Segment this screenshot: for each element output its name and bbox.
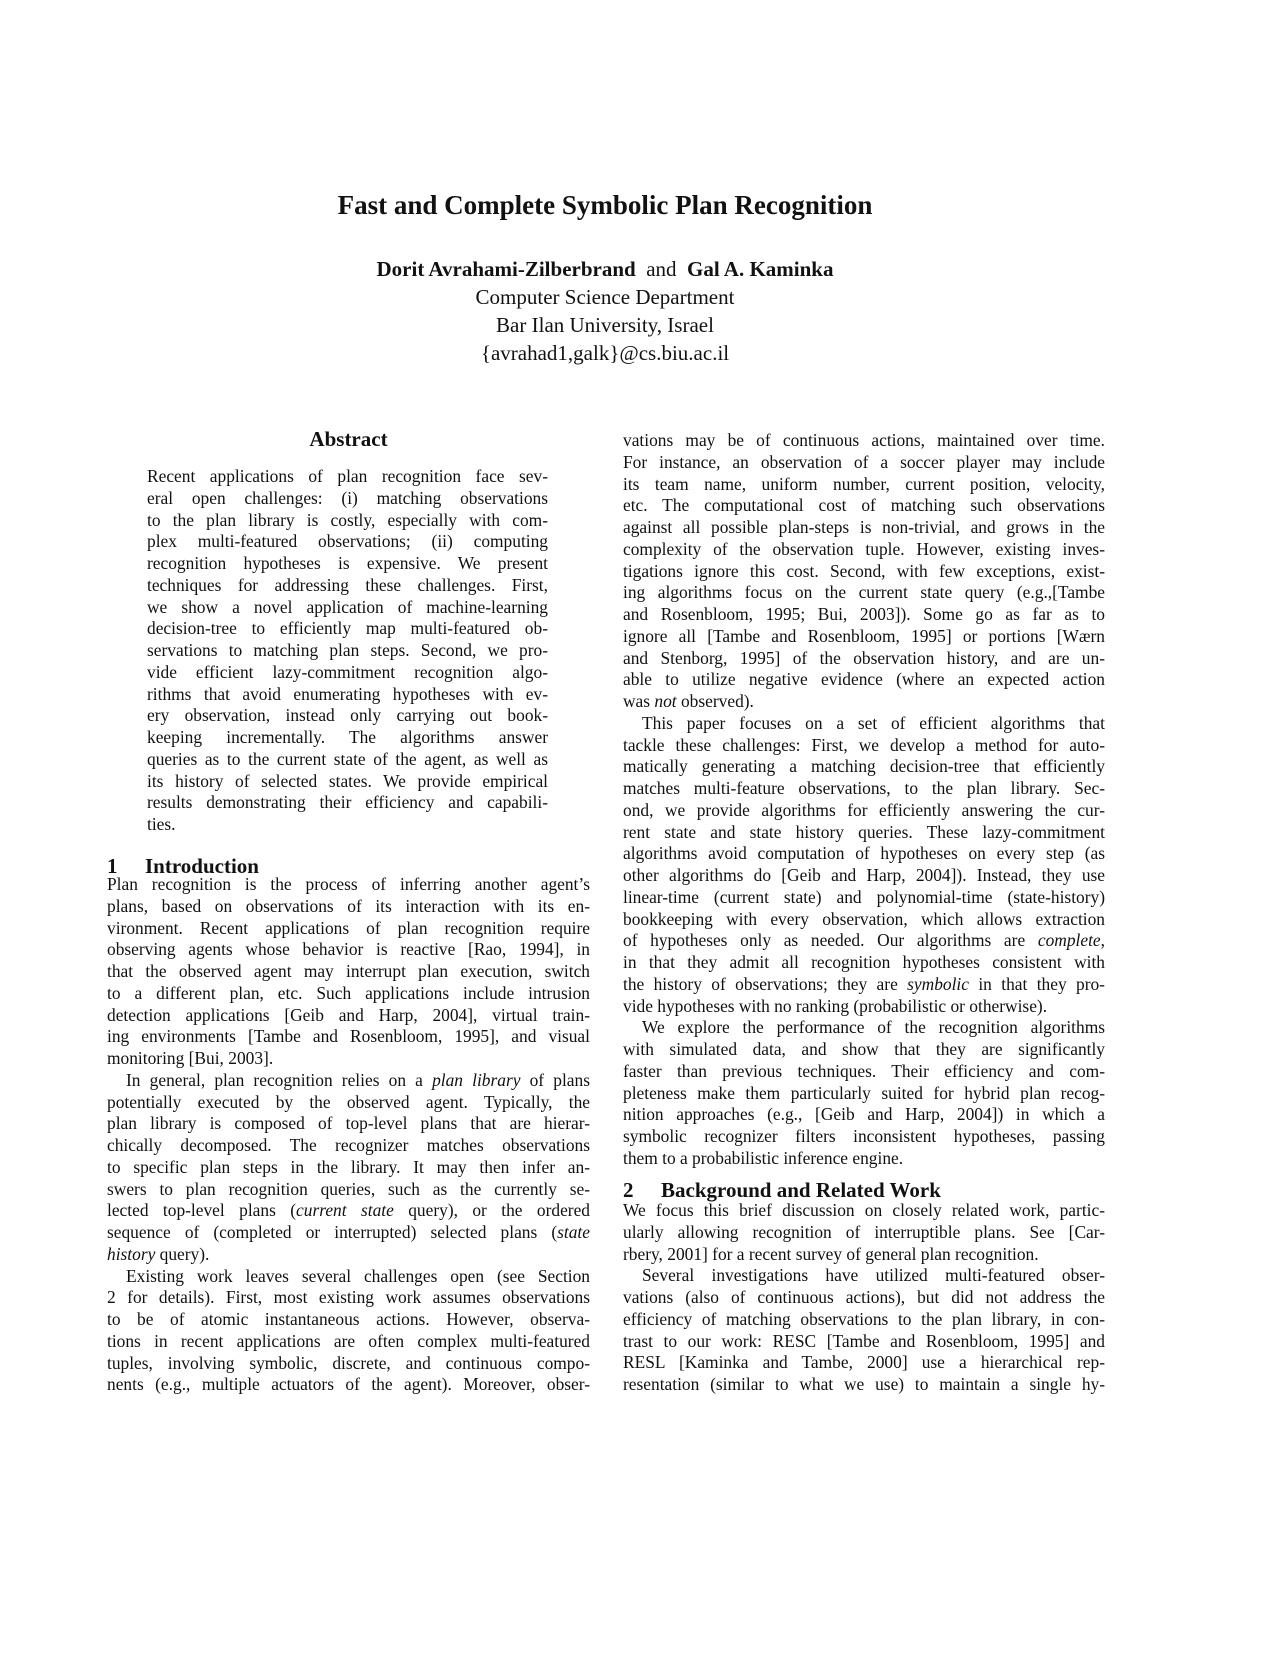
- text-line: we show a novel application of machine-learning: [147, 596, 548, 617]
- text-line: pleteness make them particularly suited for hybrid plan recog-: [623, 1082, 1105, 1103]
- text-line: ing environments [Tambe and Rosenbloom, 1995], and visual: [107, 1026, 590, 1047]
- text-line: tuples, involving symbolic, discrete, and continuous compo-: [107, 1352, 590, 1373]
- text-line: tigations ignore this cost. Second, with few exceptions, exist-: [623, 560, 1105, 581]
- text-line: symbolic recognizer filters inconsistent hypotheses, passing: [623, 1126, 1105, 1146]
- text-line: nents (e.g., multiple actuators of the agent). Moreover, obser-: [107, 1374, 590, 1395]
- author-1: Dorit Avrahami-Zilberbrand: [376, 257, 636, 281]
- paper-title: Fast and Complete Symbolic Plan Recognition: [337, 190, 873, 220]
- text-line: and Rosenbloom, 1995; Bui, 2003]). Some go as far as to: [623, 604, 1105, 624]
- text-line: In general, plan recognition relies on a plan library of plans: [126, 1069, 590, 1090]
- text-line: ties.: [147, 814, 176, 834]
- text-line: its team name, uniform number, current position, velocity,: [623, 473, 1105, 494]
- italic-term: complete: [1037, 930, 1101, 951]
- text-line: rbery, 2001] for a recent survey of general plan recognition.: [623, 1243, 1039, 1264]
- text-line: tackle these challenges: First, we develop a method for auto-: [623, 734, 1105, 755]
- text-line: RESL [Kaminka and Tambe, 2000] use a hierarchical rep-: [623, 1352, 1105, 1373]
- text-line: lected top-level plans (current state query), or the ordered: [107, 1200, 590, 1221]
- text-line: For instance, an observation of a soccer player may include: [623, 451, 1105, 472]
- text-line: matically generating a matching decision-tree that efficiently: [623, 756, 1105, 777]
- text-line: complexity of the observation tuple. However, existing inves-: [623, 538, 1105, 559]
- text-line: bookkeeping with every observation, which allows extraction: [623, 908, 1105, 929]
- text-line: matches multi-feature observations, to the plan library. Sec-: [623, 778, 1105, 798]
- text-line: of hypotheses only as needed. Our algorithms are complete,: [623, 930, 1105, 951]
- text-line: swers to plan recognition queries, such as the currently se-: [107, 1178, 590, 1199]
- authors-and: and: [646, 257, 677, 281]
- text-line: vations (also of continuous actions), but did not address the: [623, 1287, 1105, 1307]
- text-line: other algorithms do [Geib and Harp, 2004]). Instead, they use: [623, 865, 1105, 885]
- text-line: plans, based on observations of its interaction with its en-: [107, 895, 590, 916]
- text-line: to be of atomic instantaneous actions. However, observa-: [107, 1309, 590, 1329]
- text-line: faster than previous techniques. Their efficiency and com-: [623, 1060, 1105, 1081]
- text-line: Existing work leaves several challenges open (see Section: [126, 1265, 590, 1286]
- text-line: etc. The computational cost of matching such observations: [623, 495, 1105, 516]
- italic-term: history: [107, 1243, 156, 1264]
- authors: [0, 257, 1210, 282]
- text-line: vide hypotheses with no ranking (probabilistic or otherwise).: [623, 995, 1048, 1016]
- text-line: its history of selected states. We provide empirical: [147, 770, 548, 791]
- abstract-body: [147, 466, 548, 836]
- paragraph: [107, 874, 590, 1070]
- text-line: vations may be of continuous actions, maintained over time.: [623, 430, 1105, 450]
- text-line: that the observed agent may interrupt plan execution, switch: [107, 961, 590, 981]
- text-line: efficiency of matching observations to the plan library, in con-: [623, 1308, 1105, 1329]
- text-line: history query).: [107, 1243, 210, 1264]
- text-line: in that they admit all recognition hypotheses consistent with: [623, 952, 1105, 972]
- text-line: vide efficient lazy-commitment recognition algo-: [147, 661, 548, 682]
- text-line: plan library is composed of top-level plans that are hierar-: [107, 1113, 590, 1134]
- text-line: vironment. Recent applications of plan recognition require: [107, 917, 590, 938]
- text-line: was not observed).: [623, 691, 754, 711]
- text-line: against all possible plan-steps is non-trivial, and grows in the: [623, 517, 1105, 537]
- paragraph: [623, 1265, 1105, 1396]
- section-2-heading: [623, 1178, 941, 1202]
- text-line: observing agents whose behavior is reactive [Rao, 1994], in: [107, 939, 590, 960]
- text-line: the history of observations; they are symbolic in that they pro-: [623, 973, 1105, 994]
- italic-term: current state: [296, 1200, 394, 1221]
- section-1-number: 1: [107, 854, 118, 878]
- text-line: eral open challenges: (i) matching observations: [147, 487, 548, 508]
- text-line: chically decomposed. The recognizer matches observations: [107, 1135, 590, 1155]
- text-line: algorithms avoid computation of hypotheses on every step (as: [623, 843, 1105, 864]
- affiliation-university: Bar Ilan University, Israel: [496, 313, 714, 337]
- text-line: tions in recent applications are often complex multi-featured: [107, 1330, 590, 1351]
- text-line: ing algorithms focus on the current state query (e.g.,[Tambe: [623, 582, 1105, 603]
- text-line: nition approaches (e.g., [Geib and Harp, 2004]) in which a: [623, 1104, 1105, 1125]
- affiliation-email: {avrahad1,galk}@cs.biu.ac.il: [480, 341, 730, 365]
- italic-term: state: [557, 1222, 590, 1242]
- text-line: sequence of (completed or interrupted) selected plans (state: [107, 1222, 590, 1242]
- text-line: rent state and state history queries. These lazy-commitment: [623, 821, 1105, 842]
- text-line: ery observation, instead only carrying out book-: [147, 705, 548, 726]
- italic-term: plan library: [432, 1069, 521, 1090]
- section-1-title: Introduction: [145, 854, 259, 878]
- text-line: Recent applications of plan recognition face sev-: [147, 466, 548, 486]
- text-line: and Stenborg, 1995] of the observation history, and are un-: [623, 647, 1105, 668]
- text-line: plex multi-featured observations; (ii) computing: [147, 531, 548, 552]
- paragraph: [623, 1200, 1105, 1265]
- text-line: trast to our work: RESC [Tambe and Rosenbloom, 1995] and: [623, 1330, 1105, 1351]
- text-line: rithms that avoid enumerating hypotheses with ev-: [147, 683, 548, 704]
- text-line: to a different plan, etc. Such applications include intrusion: [107, 982, 590, 1003]
- abstract-heading: Abstract: [309, 427, 388, 451]
- section-1-body: [107, 874, 590, 1396]
- text-line: potentially executed by the observed agent. Typically, the: [107, 1091, 590, 1112]
- paragraph: [147, 466, 548, 836]
- text-line: to the plan library is costly, especially with com-: [147, 509, 548, 530]
- paragraph: [623, 713, 1105, 1018]
- paragraph: [107, 1266, 590, 1397]
- text-line: resentation (similar to what we use) to maintain a single hy-: [623, 1374, 1105, 1394]
- text-line: techniques for addressing these challenges. First,: [147, 574, 548, 595]
- italic-term: not: [654, 691, 677, 711]
- text-line: We explore the performance of the recognition algorithms: [642, 1017, 1105, 1038]
- text-line: servations to matching plan steps. Second, we pro-: [147, 640, 548, 660]
- text-line: detection applications [Geib and Harp, 2004], virtual train-: [107, 1004, 590, 1025]
- text-line: We focus this brief discussion on closely related work, partic-: [623, 1200, 1105, 1220]
- section-2-number: 2: [623, 1178, 634, 1202]
- italic-term: symbolic: [907, 973, 969, 994]
- right-column-body: [623, 430, 1105, 1170]
- text-line: ularly allowing recognition of interruptible plans. See [Car-: [623, 1221, 1105, 1242]
- text-line: results demonstrating their efficiency and capabili-: [147, 792, 548, 813]
- section-2-title: Background and Related Work: [661, 1178, 941, 1202]
- paragraph: [623, 430, 1105, 713]
- text-line: This paper focuses on a set of efficient algorithms that: [642, 712, 1105, 733]
- text-line: them to a probabilistic inference engine.: [623, 1147, 904, 1168]
- paragraph: [107, 1070, 590, 1266]
- paragraph: [623, 1017, 1105, 1169]
- text-line: Several investigations have utilized multi-featured obser-: [642, 1265, 1105, 1286]
- text-line: able to utilize negative evidence (where an expected action: [623, 669, 1105, 690]
- text-line: to specific plan steps in the library. It may then infer an-: [107, 1156, 590, 1177]
- text-line: Plan recognition is the process of inferring another agent’s: [107, 874, 590, 894]
- text-line: keeping incrementally. The algorithms answer: [147, 727, 548, 747]
- section-2-body: [623, 1200, 1105, 1396]
- text-line: with simulated data, and show that they are significantly: [623, 1039, 1105, 1059]
- text-line: linear-time (current state) and polynomial-time (state-history): [623, 886, 1105, 907]
- affiliation-department: Computer Science Department: [475, 285, 735, 309]
- text-line: 2 for details). First, most existing work assumes observations: [107, 1287, 590, 1308]
- text-line: ond, we provide algorithms for efficiently answering the cur-: [623, 799, 1105, 820]
- text-line: monitoring [Bui, 2003].: [107, 1048, 274, 1068]
- text-line: ignore all [Tambe and Rosenbloom, 1995] or portions [Wærn: [623, 625, 1105, 646]
- text-line: recognition hypotheses is expensive. We present: [147, 553, 548, 573]
- text-line: queries as to the current state of the agent, as well as: [147, 748, 548, 769]
- text-line: decision-tree to efficiently map multi-featured ob-: [147, 618, 548, 639]
- author-2: Gal A. Kaminka: [687, 257, 834, 281]
